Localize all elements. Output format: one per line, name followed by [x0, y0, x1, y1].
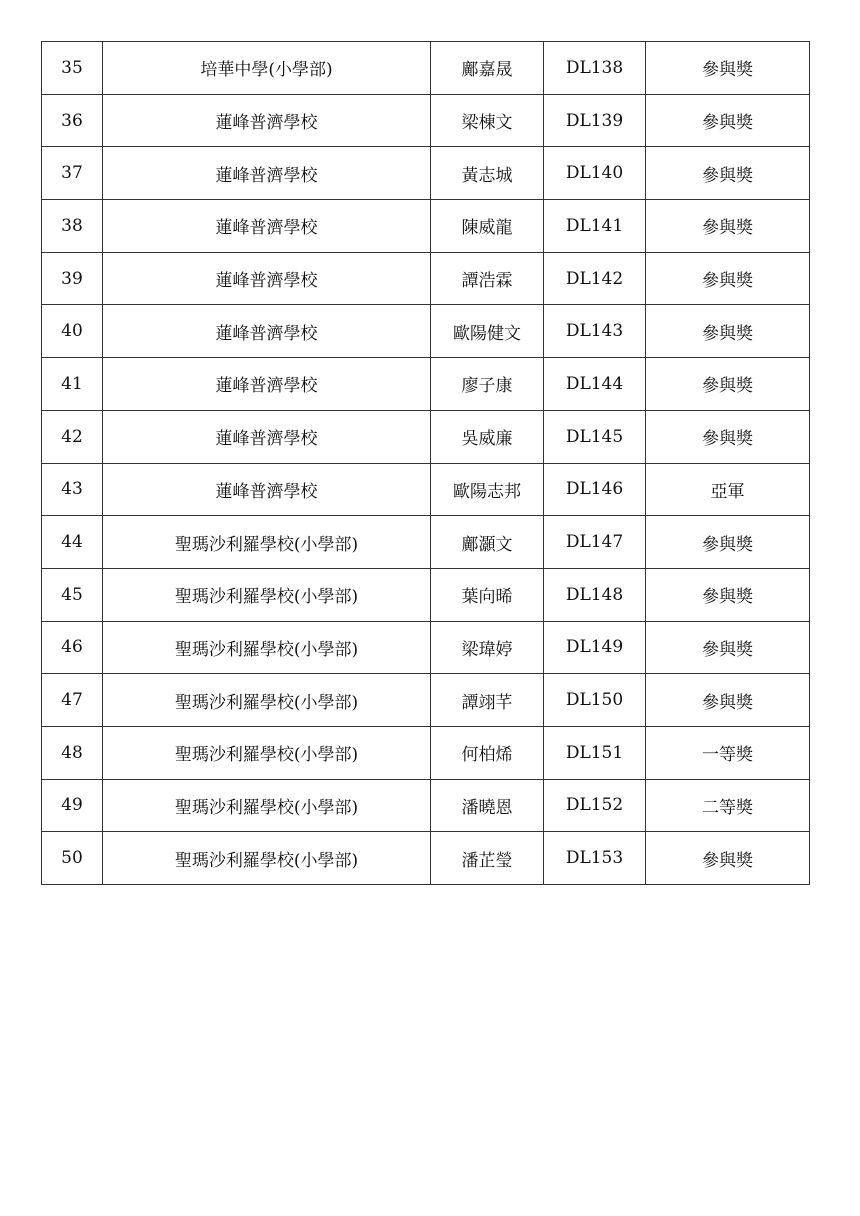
row-number: 38	[42, 200, 103, 253]
award: 參與獎	[646, 200, 810, 253]
school-name: 聖瑪沙利羅學校(小學部)	[103, 568, 431, 621]
entry-code: DL139	[544, 94, 646, 147]
entry-code: DL138	[544, 42, 646, 95]
school-name: 聖瑪沙利羅學校(小學部)	[103, 674, 431, 727]
school-name: 聖瑪沙利羅學校(小學部)	[103, 621, 431, 674]
award: 參與獎	[646, 147, 810, 200]
award: 二等獎	[646, 779, 810, 832]
award: 參與獎	[646, 516, 810, 569]
table-row	[42, 779, 810, 832]
award: 參與獎	[646, 305, 810, 358]
student-name: 梁瑋婷	[431, 621, 544, 674]
entry-code: DL140	[544, 147, 646, 200]
row-number: 45	[42, 568, 103, 621]
row-number: 42	[42, 410, 103, 463]
school-name: 聖瑪沙利羅學校(小學部)	[103, 832, 431, 885]
award: 參與獎	[646, 358, 810, 411]
school-name: 蓮峰普濟學校	[103, 305, 431, 358]
entry-code: DL143	[544, 305, 646, 358]
award: 亞軍	[646, 463, 810, 516]
entry-code: DL150	[544, 674, 646, 727]
student-name: 潘芷瑩	[431, 832, 544, 885]
award: 參與獎	[646, 568, 810, 621]
school-name: 培華中學(小學部)	[103, 42, 431, 95]
student-name: 何柏烯	[431, 726, 544, 779]
table-row	[42, 200, 810, 253]
entry-code: DL146	[544, 463, 646, 516]
row-number: 43	[42, 463, 103, 516]
row-number: 44	[42, 516, 103, 569]
student-name: 廖子康	[431, 358, 544, 411]
table-row	[42, 305, 810, 358]
row-number: 37	[42, 147, 103, 200]
table-row	[42, 463, 810, 516]
table-row	[42, 568, 810, 621]
row-number: 39	[42, 252, 103, 305]
award: 參與獎	[646, 674, 810, 727]
student-name: 歐陽健文	[431, 305, 544, 358]
school-name: 聖瑪沙利羅學校(小學部)	[103, 726, 431, 779]
school-name: 蓮峰普濟學校	[103, 147, 431, 200]
table-row	[42, 726, 810, 779]
student-name: 潘曉恩	[431, 779, 544, 832]
school-name: 蓮峰普濟學校	[103, 94, 431, 147]
row-number: 36	[42, 94, 103, 147]
student-name: 葉向晞	[431, 568, 544, 621]
student-name: 吳威廉	[431, 410, 544, 463]
student-name: 鄺灝文	[431, 516, 544, 569]
award: 一等獎	[646, 726, 810, 779]
entry-code: DL152	[544, 779, 646, 832]
entry-code: DL141	[544, 200, 646, 253]
row-number: 41	[42, 358, 103, 411]
table-row	[42, 358, 810, 411]
school-name: 蓮峰普濟學校	[103, 200, 431, 253]
award: 參與獎	[646, 94, 810, 147]
school-name: 蓮峰普濟學校	[103, 463, 431, 516]
table-row	[42, 674, 810, 727]
award: 參與獎	[646, 621, 810, 674]
school-name: 聖瑪沙利羅學校(小學部)	[103, 516, 431, 569]
school-name: 蓮峰普濟學校	[103, 358, 431, 411]
school-name: 聖瑪沙利羅學校(小學部)	[103, 779, 431, 832]
student-name: 黃志城	[431, 147, 544, 200]
table-row	[42, 832, 810, 885]
row-number: 35	[42, 42, 103, 95]
table-row	[42, 252, 810, 305]
entry-code: DL151	[544, 726, 646, 779]
entry-code: DL144	[544, 358, 646, 411]
student-name: 梁棟文	[431, 94, 544, 147]
student-name: 譚浩霖	[431, 252, 544, 305]
table-row	[42, 94, 810, 147]
entry-code: DL153	[544, 832, 646, 885]
student-name: 譚翊芊	[431, 674, 544, 727]
student-name: 歐陽志邦	[431, 463, 544, 516]
award: 參與獎	[646, 252, 810, 305]
student-name: 陳威龍	[431, 200, 544, 253]
school-name: 蓮峰普濟學校	[103, 410, 431, 463]
table-row	[42, 621, 810, 674]
row-number: 46	[42, 621, 103, 674]
entry-code: DL142	[544, 252, 646, 305]
award: 參與獎	[646, 832, 810, 885]
entry-code: DL148	[544, 568, 646, 621]
entry-code: DL149	[544, 621, 646, 674]
results-table-body	[42, 42, 810, 885]
row-number: 40	[42, 305, 103, 358]
row-number: 47	[42, 674, 103, 727]
results-table	[41, 41, 810, 885]
entry-code: DL147	[544, 516, 646, 569]
table-row	[42, 147, 810, 200]
award: 參與獎	[646, 410, 810, 463]
table-row	[42, 410, 810, 463]
table-row	[42, 516, 810, 569]
row-number: 49	[42, 779, 103, 832]
row-number: 48	[42, 726, 103, 779]
school-name: 蓮峰普濟學校	[103, 252, 431, 305]
student-name: 鄺嘉晟	[431, 42, 544, 95]
entry-code: DL145	[544, 410, 646, 463]
award: 參與獎	[646, 42, 810, 95]
table-row	[42, 42, 810, 95]
row-number: 50	[42, 832, 103, 885]
